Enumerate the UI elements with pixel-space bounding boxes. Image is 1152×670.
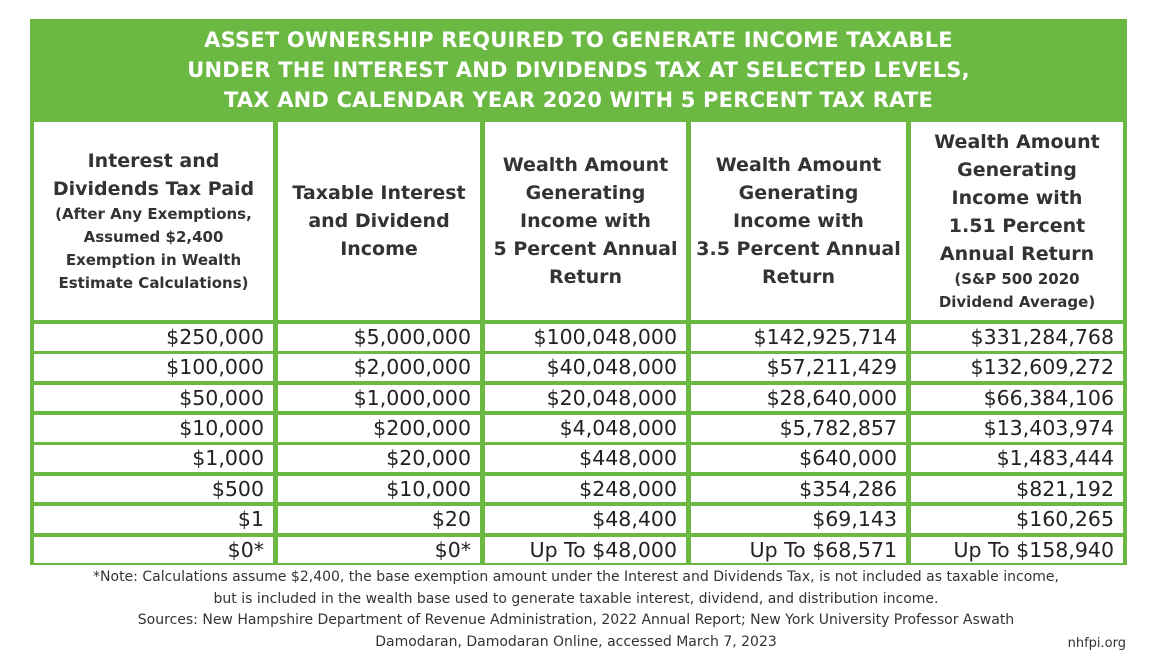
table-cell: $100,048,000 <box>485 324 686 351</box>
table-cell: Up To $68,571 <box>691 537 906 564</box>
table-cell: $4,048,000 <box>485 415 686 442</box>
table-cell: $28,640,000 <box>691 385 906 412</box>
header-line: Generating <box>738 182 859 204</box>
table-cell: $821,192 <box>911 476 1123 503</box>
table-cell: $142,925,714 <box>691 324 906 351</box>
column-header <box>34 122 273 320</box>
table-cell: $1,000 <box>34 445 273 472</box>
header-subline: (S&P 500 2020 <box>954 270 1080 288</box>
table-cell: $448,000 <box>485 445 686 472</box>
table-cell: $20,000 <box>278 445 480 472</box>
table-cell: $10,000 <box>278 476 480 503</box>
table-cell: $5,000,000 <box>278 324 480 351</box>
table-cell: Up To $48,000 <box>485 537 686 564</box>
table-cell: $2,000,000 <box>278 354 480 381</box>
title-line: TAX AND CALENDAR YEAR 2020 WITH 5 PERCENT TAX RATE <box>223 88 934 112</box>
header-line: 1.51 Percent <box>948 215 1086 237</box>
header-line: and Dividend <box>308 210 450 232</box>
table-cell: $0* <box>278 537 480 564</box>
header-subline: Estimate Calculations) <box>58 274 249 292</box>
footnote-line: Damodaran, Damodaran Online, accessed March 7, 2023 <box>375 633 777 650</box>
table-cell: Up To $158,940 <box>911 537 1123 564</box>
table-cell: $20,048,000 <box>485 385 686 412</box>
header-line: Generating <box>957 159 1077 181</box>
table-cell: $10,000 <box>34 415 273 442</box>
column-header <box>485 122 686 320</box>
table-cell: $200,000 <box>278 415 480 442</box>
table-cell: $13,403,974 <box>911 415 1123 442</box>
header-line: Return <box>761 266 836 288</box>
header-subline: Exemption in Wealth <box>65 251 242 269</box>
table-cell: $331,284,768 <box>911 324 1123 351</box>
header-line: Income <box>340 238 418 260</box>
header-line: 5 Percent Annual <box>493 238 678 260</box>
header-line: Wealth Amount <box>934 131 1100 153</box>
table-cell: $66,384,106 <box>911 385 1123 412</box>
table-frame <box>30 19 1127 565</box>
title-line: ASSET OWNERSHIP REQUIRED TO GENERATE INCOME TAXABLE <box>204 28 953 52</box>
column-header <box>691 122 906 320</box>
table-cell: $640,000 <box>691 445 906 472</box>
header-line: Income with <box>951 187 1083 209</box>
column-header <box>278 122 480 320</box>
table-cell: $40,048,000 <box>485 354 686 381</box>
table-cell: $50,000 <box>34 385 273 412</box>
header-line: Taxable Interest <box>292 182 466 204</box>
table-cell: $100,000 <box>34 354 273 381</box>
footnote-line: but is included in the wealth base used to generate taxable interest, dividend, and distribution income. <box>213 590 939 607</box>
table-cell: $132,609,272 <box>911 354 1123 381</box>
brand-watermark: nhfpi.org <box>1067 636 1126 651</box>
header-line: Interest and <box>87 150 220 172</box>
table-cell: $354,286 <box>691 476 906 503</box>
header-line: Income with <box>733 210 864 232</box>
header-line: Income with <box>520 210 651 232</box>
header-line: Dividends Tax Paid <box>52 178 255 200</box>
header-subline: (After Any Exemptions, <box>55 205 252 223</box>
header-line: Wealth Amount <box>715 154 882 176</box>
header-subline: Assumed $2,400 <box>83 228 224 246</box>
table-cell: $500 <box>34 476 273 503</box>
table-cell: $0* <box>34 537 273 564</box>
table-cell: $250,000 <box>34 324 273 351</box>
footnote-line: Sources: New Hampshire Department of Revenue Administration, 2022 Annual Report; New York University Professor Aswath <box>137 612 1015 628</box>
table-cell: $57,211,429 <box>691 354 906 381</box>
table-cell: $1,000,000 <box>278 385 480 412</box>
table-cell: $20 <box>278 506 480 533</box>
table-cell: $69,143 <box>691 506 906 533</box>
header-subline: Dividend Average) <box>938 293 1096 311</box>
header-line: Return <box>548 266 623 288</box>
footnote-line: *Note: Calculations assume $2,400, the base exemption amount under the Interest and Dividends Tax, is not included as taxable income, <box>93 569 1059 585</box>
table-cell: $5,782,857 <box>691 415 906 442</box>
title-line: UNDER THE INTEREST AND DIVIDENDS TAX AT SELECTED LEVELS, <box>187 58 970 82</box>
table-cell: $248,000 <box>485 476 686 503</box>
table-cell: $1,483,444 <box>911 445 1123 472</box>
column-header <box>911 122 1123 320</box>
header-line: Generating <box>525 182 646 204</box>
header-line: Annual Return <box>939 243 1095 265</box>
table-cell: $160,265 <box>911 506 1123 533</box>
header-line: Wealth Amount <box>502 154 669 176</box>
header-line: 3.5 Percent Annual <box>696 238 901 260</box>
table-title <box>30 25 1127 115</box>
table-cell: $1 <box>34 506 273 533</box>
table-cell: $48,400 <box>485 506 686 533</box>
